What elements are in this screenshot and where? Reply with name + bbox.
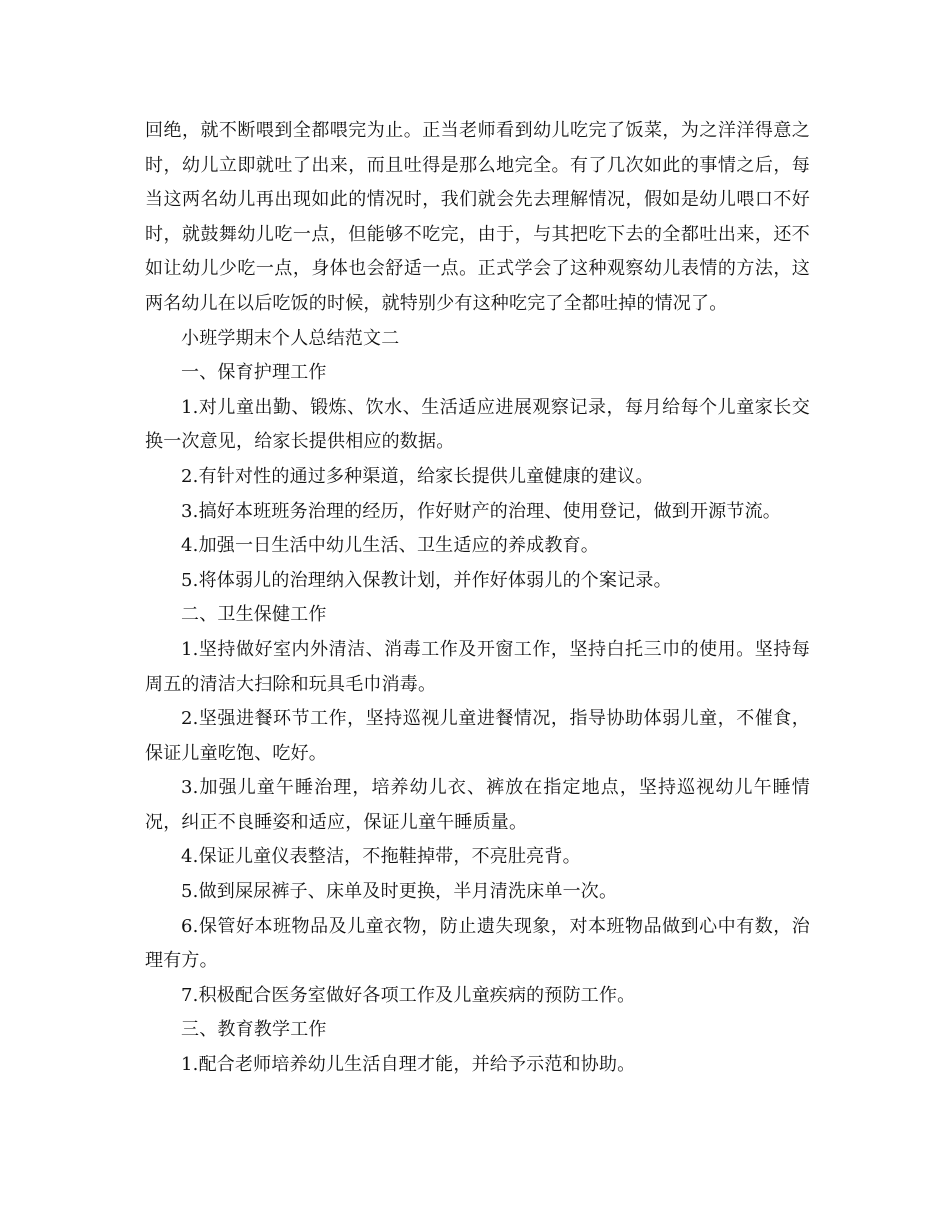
care-item-3: 3.搞好本班班务治理的经历，作好财产的治理、使用登记，做到开源节流。 bbox=[181, 500, 781, 522]
paragraph-continuation: 回绝，就不断喂到全都喂完为止。正当老师看到幼儿吃完了饭菜，为之洋洋得意之时，幼儿立即就吐了出来，而且吐得是那么地完全。有了几次如此的事情之后，每当这两名幼儿再出现如此的情况时，我们就会先去理解情况，假如是幼儿喂口不好时，就鼓舞幼儿吃一点，但能够不吃完，由于，与其把吃下去的全都吐出来，还不如让幼儿少吃一点，身体也会舒适一点。正式学会了这种观察幼儿表情的方法，这两名幼儿在以后吃饭的时候，就特别少有这种吃完了全都吐掉的情况了。 bbox=[145, 120, 810, 314]
care-item-1: 1.对儿童出勤、锻炼、饮水、生活适应进展观察记录，每月给每个儿童家长交换一次意见，给家长提供相应的数据。 bbox=[145, 396, 810, 453]
document-page bbox=[145, 114, 810, 1083]
health-item-7: 7.积极配合医务室做好各项工作及儿童疾病的预防工作。 bbox=[181, 984, 636, 1006]
health-item-6: 6.保管好本班物品及儿童衣物，防止遗失现象，对本班物品做到心中有数，治理有方。 bbox=[145, 915, 810, 972]
health-item-4: 4.保证儿童仪表整洁，不拖鞋掉带，不亮肚亮背。 bbox=[181, 846, 581, 868]
health-item-2: 2.坚强进餐环节工作，坚持巡视儿童进餐情况，指导协助体弱儿童，不催食，保证儿童吃饱、吃好。 bbox=[145, 708, 810, 764]
section-title: 小班学期末个人总结范文二 bbox=[181, 327, 400, 349]
health-item-5: 5.做到屎尿裤子、床单及时更换，半月清洗床单一次。 bbox=[181, 881, 618, 903]
care-item-2: 2.有针对性的通过多种渠道，给家长提供儿童健康的建议。 bbox=[181, 465, 654, 487]
care-item-4: 4.加强一日生活中幼儿生活、卫生适应的养成教育。 bbox=[181, 535, 599, 557]
health-item-3: 3.加强儿童午睡治理，培养幼儿衣、裤放在指定地点，坚持巡视幼儿午睡情况，纠正不良睡姿和适应，保证儿童午睡质量。 bbox=[145, 777, 810, 833]
heading-care-work: 一、保育护理工作 bbox=[181, 362, 327, 384]
heading-health-work: 二、卫生保健工作 bbox=[181, 604, 327, 626]
care-item-5: 5.将体弱儿的治理纳入保教计划，并作好体弱儿的个案记录。 bbox=[181, 569, 672, 591]
heading-teaching-work: 三、教育教学工作 bbox=[181, 1019, 327, 1041]
teaching-item-1: 1.配合老师培养幼儿生活自理才能，并给予示范和协助。 bbox=[181, 1054, 636, 1076]
health-item-1: 1.坚持做好室内外清洁、消毒工作及开窗工作，坚持白托三巾的使用。坚持每周五的清洁大扫除和玩具毛巾消毒。 bbox=[145, 638, 810, 695]
